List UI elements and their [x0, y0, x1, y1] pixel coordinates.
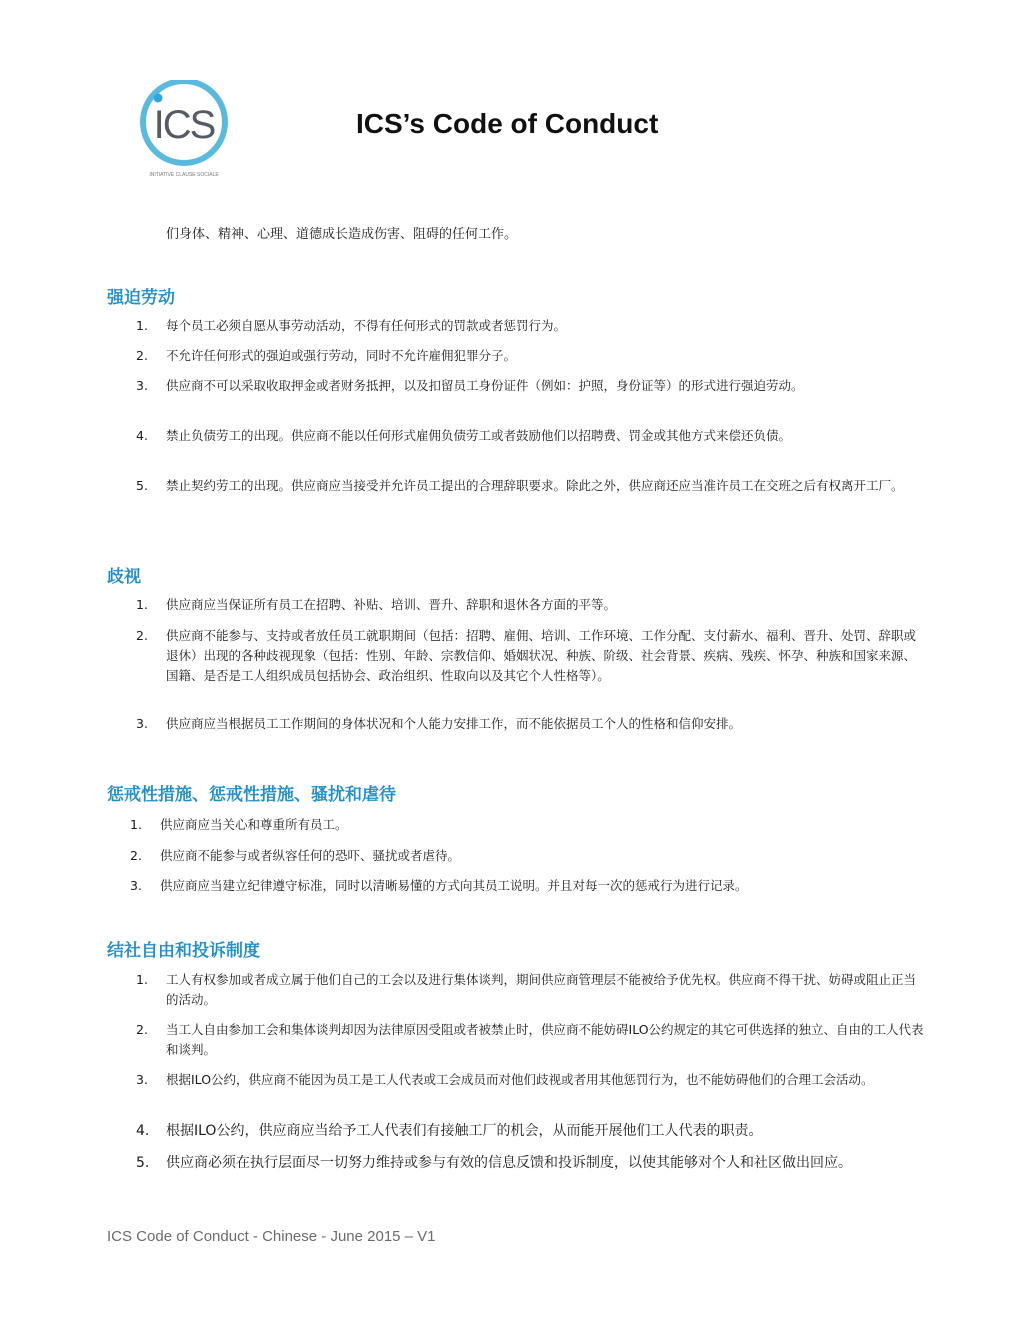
item-number: 3.: [136, 716, 148, 731]
item-number: 2.: [136, 348, 148, 363]
item-number: 1.: [136, 972, 148, 987]
ics-logo-graphic: [136, 80, 234, 180]
item-text: 工人有权参加或者成立属于他们自己的工会以及进行集体谈判，期间供应商管理层不能被给予优先权。供应商不得干扰、妨碍或阻止正当的活动。: [166, 972, 917, 1007]
item-text: 禁止契约劳工的出现。供应商应当接受并允许员工提出的合理辞职要求。除此之外，供应商还应当准许员工在交班之后有权离开工厂。: [166, 478, 904, 493]
item-number: 4.: [136, 1123, 150, 1139]
item-number: 5.: [136, 1155, 150, 1171]
item-number: 3.: [136, 1072, 148, 1087]
item-number: 4.: [136, 428, 148, 443]
item-text: 根据ILO公约，供应商不能因为员工是工人代表或工会成员而对他们歧视或者用其他惩罚行为，也不能妨碍他们的合理工会活动。: [166, 1072, 874, 1087]
item-number: 3.: [136, 378, 148, 393]
item-text: 供应商应当根据员工工作期间的身体状况和个人能力安排工作，而不能依据员工个人的性格和信仰安排。: [166, 716, 742, 731]
section-heading-discrimination: 歧视: [107, 567, 141, 587]
item-text: 供应商应当关心和尊重所有员工。: [160, 817, 348, 832]
item-text: 每个员工必须自愿从事劳动活动，不得有任何形式的罚款或者惩罚行为。: [166, 318, 567, 333]
item-text: 禁止负债劳工的出现。供应商不能以任何形式雇佣负债劳工或者鼓励他们以招聘费、罚金或其他方式来偿还负债。: [166, 428, 792, 443]
logo-letters: ICS: [153, 103, 215, 147]
item-text: 供应商应当建立纪律遵守标准，同时以清晰易懂的方式向其员工说明。并且对每一次的惩戒行为进行记录。: [160, 878, 748, 893]
item-text: 当工人自由参加工会和集体谈判却因为法律原因受阻或者被禁止时，供应商不能妨碍ILO公约规定的其它可供选择的独立、自由的工人代表和谈判。: [166, 1022, 924, 1057]
intro-line: 们身体、精神、心理、道德成长造成伤害、阻碍的任何工作。: [166, 227, 518, 242]
section-heading-forced-labor: 强迫劳动: [107, 288, 175, 308]
item-number: 3.: [130, 878, 142, 893]
section-heading-freedom-of-association: 结社自由和投诉制度: [107, 941, 260, 961]
item-number: 1.: [130, 817, 142, 832]
logo-subtext: INITIATIVE CLAUSE SOCIALE: [149, 172, 219, 178]
item-text: 供应商应当保证所有员工在招聘、补贴、培训、晋升、辞职和退休各方面的平等。: [166, 597, 617, 612]
item-number: 2.: [136, 628, 148, 643]
item-number: 1.: [136, 597, 148, 612]
page-footer: ICS Code of Conduct - Chinese - June 2015 – V1: [107, 1228, 436, 1245]
item-text: 供应商必须在执行层面尽一切努力维持或参与有效的信息反馈和投诉制度，以使其能够对个人和社区做出回应。: [166, 1155, 852, 1171]
item-number: 2.: [130, 848, 142, 863]
item-number: 2.: [136, 1022, 148, 1037]
item-text: 不允许任何形式的强迫或强行劳动，同时不允许雇佣犯罪分子。: [166, 348, 517, 363]
document-title: ICS’s Code of Conduct: [356, 108, 659, 139]
item-number: 5.: [136, 478, 148, 493]
item-text: 供应商不能参与或者纵容任何的恐吓、骚扰或者虐待。: [160, 848, 461, 863]
section-heading-disciplinary-measures: 惩戒性措施、惩戒性措施、骚扰和虐待: [107, 785, 396, 805]
item-text: 根据ILO公约，供应商应当给予工人代表们有接触工厂的机会，从而能开展他们工人代表的职责。: [166, 1123, 763, 1139]
item-text: 供应商不能参与、支持或者放任员工就职期间（包括：招聘、雇佣、培训、工作环境、工作分配、支付薪水、福利、晋升、处罚、辞职或退休）出现的各种歧视现象（包括：性别、年龄、宗教信仰、婚姻状况、种族、阶级、社会背景、疾病、残疾、怀孕、种族和国家来源、国籍、是否是工人组织成员包括协会、政治组织、性取向以及其它个人性格等）。: [166, 628, 917, 683]
item-number: 1.: [136, 318, 148, 333]
ics-logo: [136, 80, 234, 180]
item-text: 供应商不可以采取收取押金或者财务抵押，以及扣留员工身份证件（例如：护照，身份证等）的形式进行强迫劳动。: [166, 378, 804, 393]
